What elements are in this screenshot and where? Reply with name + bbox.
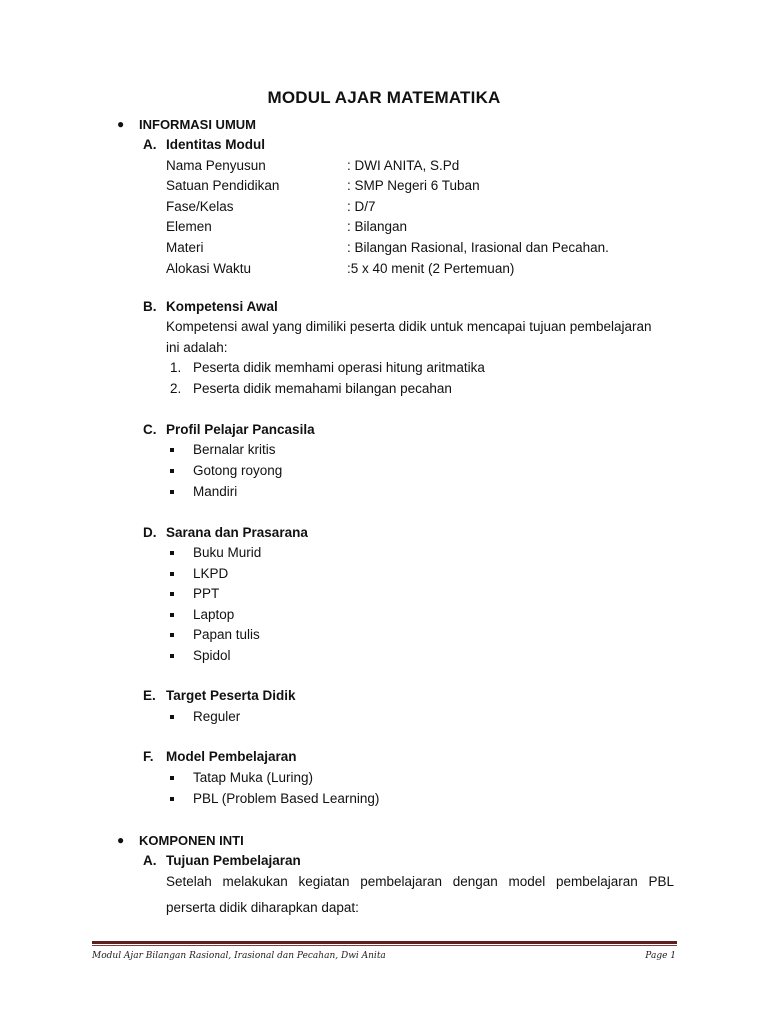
list-item: Buku Murid (193, 545, 262, 560)
subsection-letter: F. (143, 749, 154, 764)
list-item: Reguler (193, 709, 241, 724)
paragraph-line: Kompetensi awal yang dimiliki peserta didik untuk mencapai tujuan pembelajaran (166, 319, 652, 334)
square-bullet-icon (170, 572, 174, 576)
subsection-letter: D. (143, 525, 157, 540)
square-bullet-icon (170, 776, 174, 780)
list-item: Peserta didik memhami operasi hitung aritmatika (193, 360, 485, 375)
field-label: Fase/Kelas (166, 199, 234, 214)
list-item: PBL (Problem Based Learning) (193, 791, 380, 806)
section-heading-komponen-inti: KOMPONEN INTI (139, 833, 244, 848)
list-item: Papan tulis (193, 627, 260, 642)
paragraph-line: perserta didik diharapkan dapat: (166, 900, 359, 915)
list-item: LKPD (193, 566, 229, 581)
square-bullet-icon (170, 592, 174, 596)
subsection-title-sarana: Sarana dan Prasarana (166, 525, 308, 540)
square-bullet-icon (170, 613, 174, 617)
list-item: Gotong royong (193, 463, 283, 478)
subsection-letter: E. (143, 688, 156, 703)
field-label: Nama Penyusun (166, 158, 266, 173)
field-value: :5 x 40 menit (2 Pertemuan) (347, 261, 515, 276)
subsection-letter: C. (143, 422, 157, 437)
subsection-title-model: Model Pembelajaran (166, 749, 297, 764)
footer-divider-thin (92, 945, 677, 946)
bullet-icon: ● (117, 833, 125, 847)
field-value: : D/7 (347, 199, 376, 214)
list-item: Spidol (193, 648, 231, 663)
square-bullet-icon (170, 490, 174, 494)
subsection-letter: A. (143, 853, 157, 868)
square-bullet-icon (170, 448, 174, 452)
subsection-title-tujuan: Tujuan Pembelajaran (166, 853, 301, 868)
subsection-letter: B. (143, 299, 157, 314)
paragraph-line: Setelah melakukan kegiatan pembelajaran dengan model pembelajaran PBL (166, 874, 674, 889)
subsection-title-kompetensi: Kompetensi Awal (166, 299, 278, 314)
field-value: : Bilangan (347, 219, 408, 234)
square-bullet-icon (170, 469, 174, 473)
page-title: MODUL AJAR MATEMATIKA (267, 88, 501, 107)
square-bullet-icon (170, 551, 174, 555)
section-heading-informasi-umum: INFORMASI UMUM (139, 117, 256, 132)
field-label: Alokasi Waktu (166, 261, 252, 276)
subsection-letter: A. (143, 137, 157, 152)
field-value: : Bilangan Rasional, Irasional dan Pecahan. (347, 240, 609, 255)
list-item: Mandiri (193, 484, 238, 499)
square-bullet-icon (170, 633, 174, 637)
list-item: Bernalar kritis (193, 442, 276, 457)
footer-divider (92, 941, 677, 944)
list-number: 1. (170, 360, 182, 375)
field-label: Materi (166, 240, 204, 255)
field-label: Elemen (166, 219, 212, 234)
list-item: Peserta didik memahami bilangan pecahan (193, 381, 452, 396)
bullet-icon: ● (117, 117, 125, 131)
field-value: : SMP Negeri 6 Tuban (347, 178, 480, 193)
square-bullet-icon (170, 797, 174, 801)
list-item: Tatap Muka (Luring) (193, 770, 314, 785)
square-bullet-icon (170, 654, 174, 658)
list-item: Laptop (193, 607, 235, 622)
subsection-title-target: Target Peserta Didik (166, 688, 296, 703)
subsection-title-identitas: Identitas Modul (166, 137, 265, 152)
footer-page-number: Page 1 (645, 951, 676, 961)
square-bullet-icon (170, 715, 174, 719)
list-item: PPT (193, 586, 220, 601)
subsection-title-profil: Profil Pelajar Pancasila (166, 422, 315, 437)
field-label: Satuan Pendidikan (166, 178, 280, 193)
footer-document-title: Modul Ajar Bilangan Rasional, Irasional dan Pecahan, Dwi Anita (92, 951, 386, 961)
field-value: : DWI ANITA, S.Pd (347, 158, 460, 173)
list-number: 2. (170, 381, 182, 396)
paragraph-line: ini adalah: (166, 340, 228, 355)
